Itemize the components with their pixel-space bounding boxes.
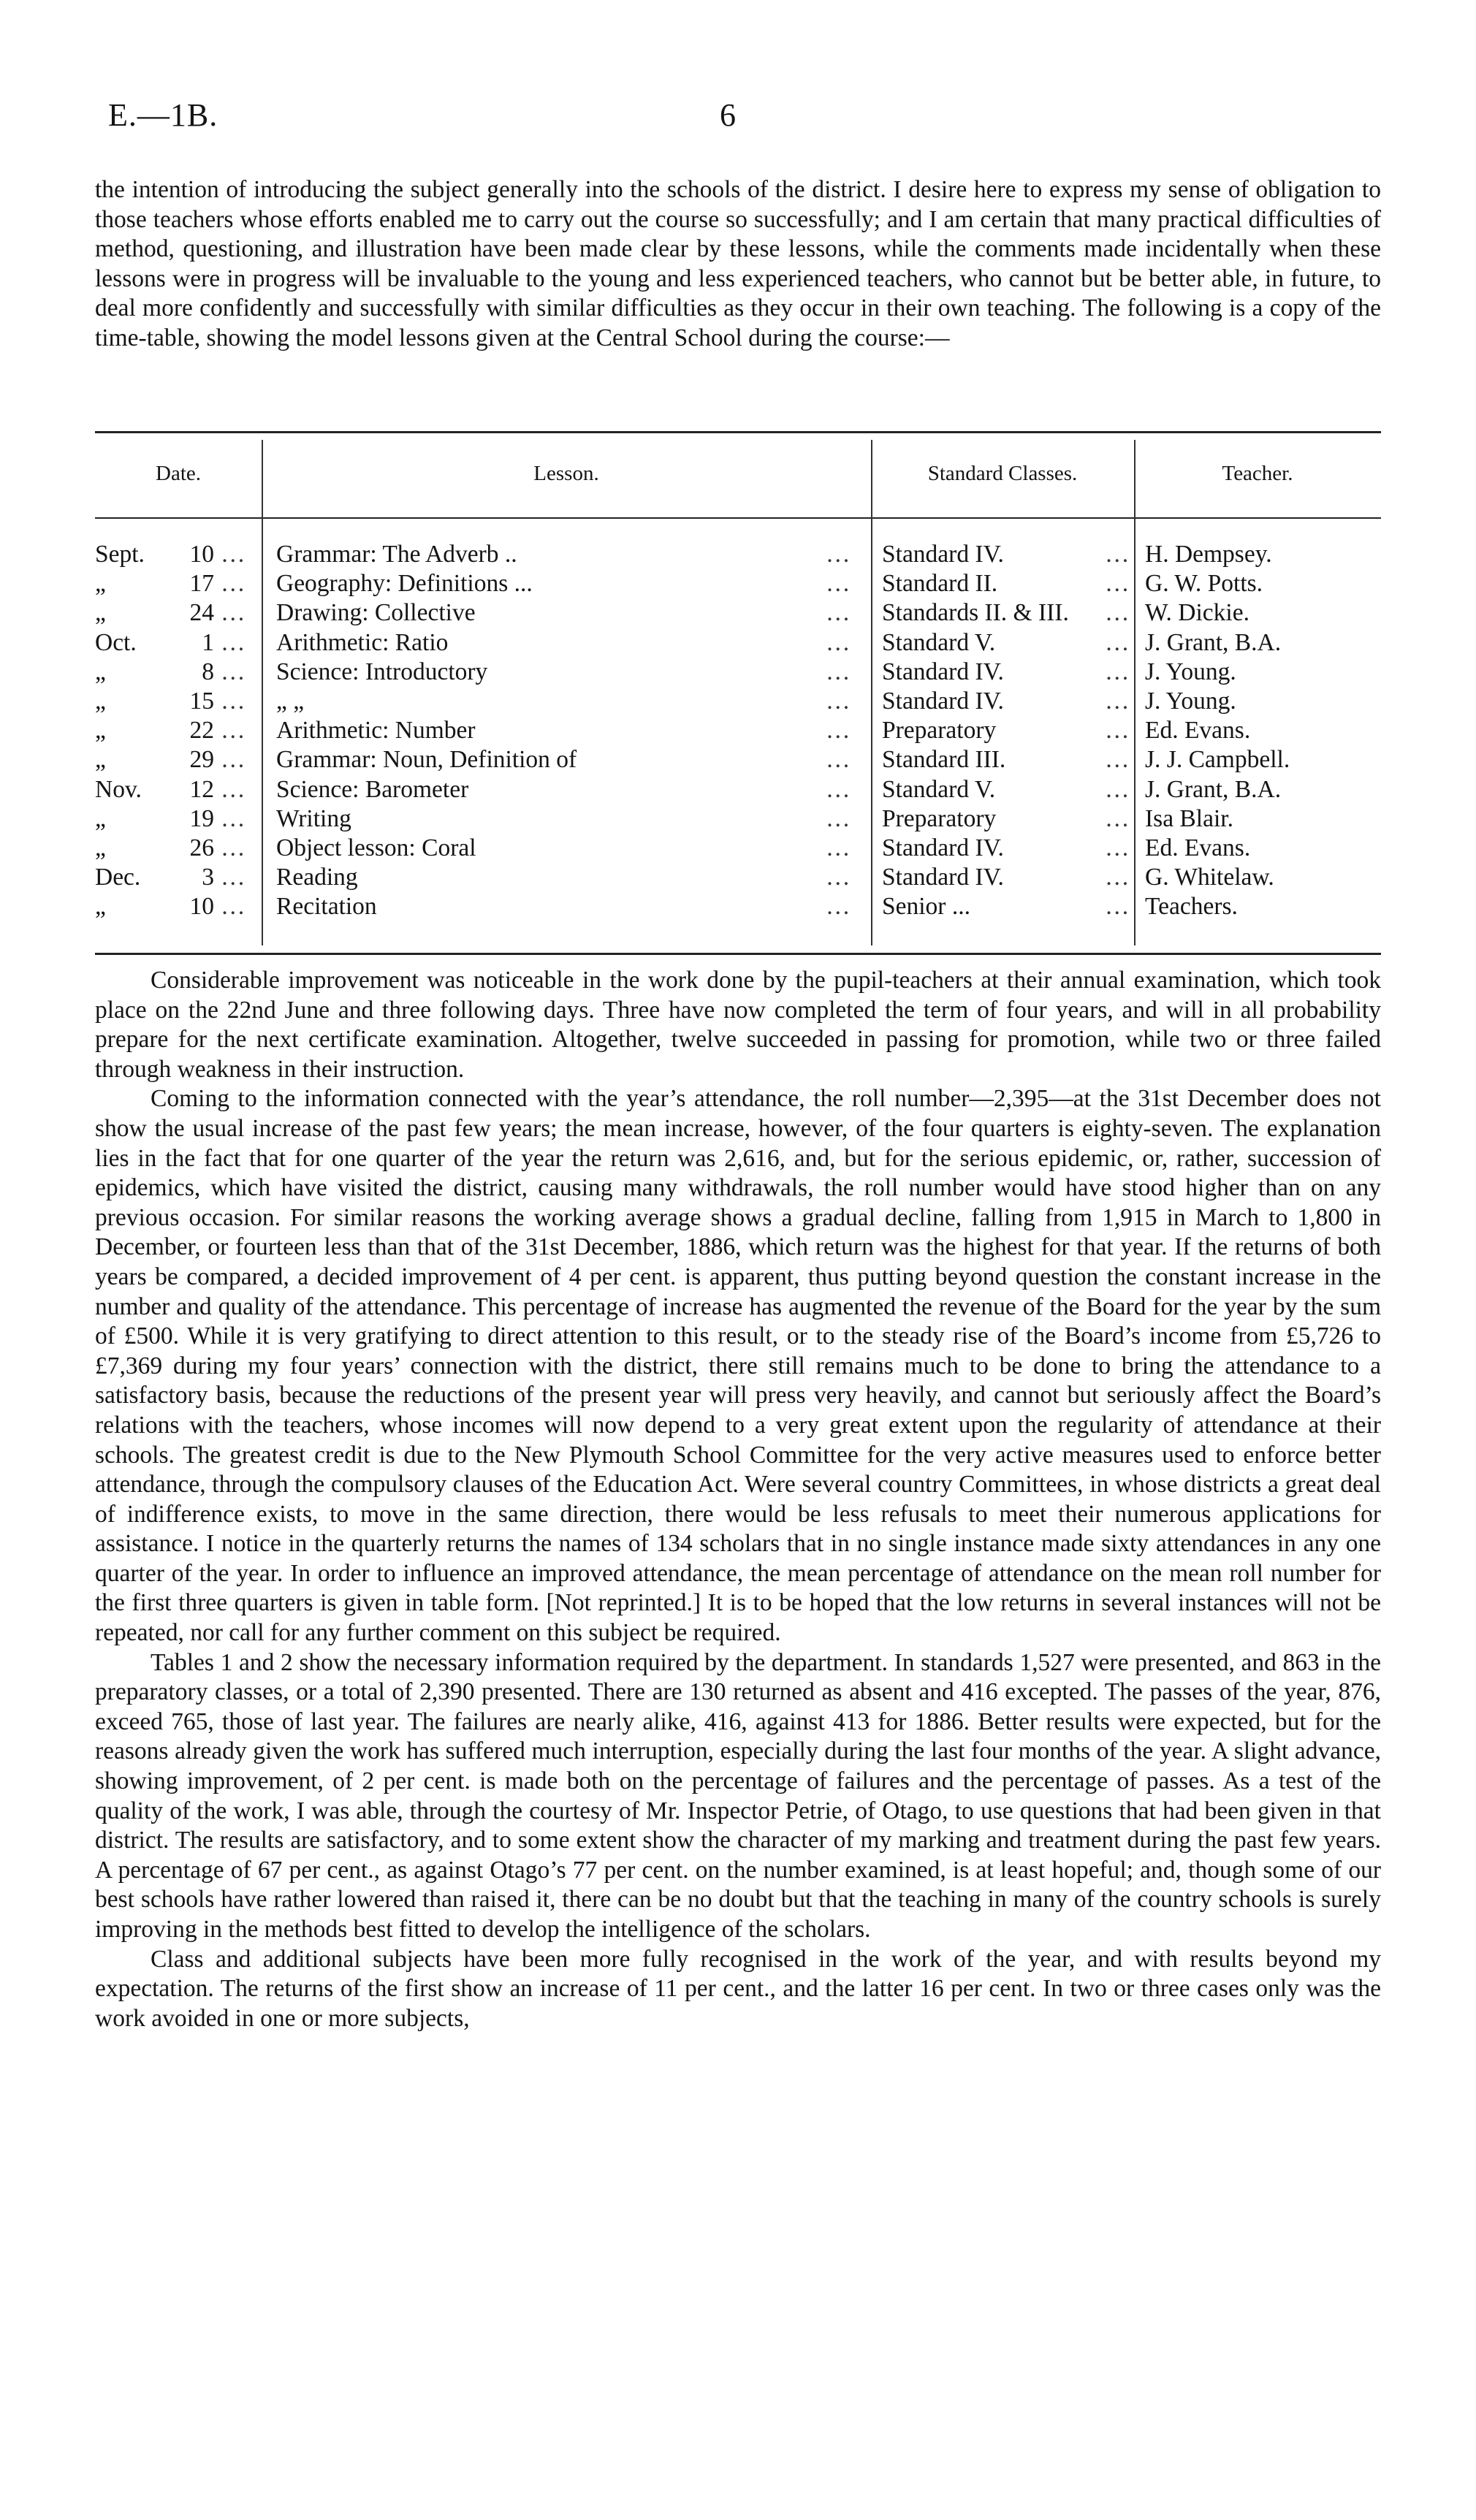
table-top-rule xyxy=(95,431,1381,433)
row-day: 29 xyxy=(189,746,214,774)
row-standard: Standard II. xyxy=(882,570,998,598)
table-bottom-rule xyxy=(95,953,1381,955)
row-teacher: J. J. Campbell. xyxy=(1145,746,1290,774)
row-lesson: Grammar: The Adverb .. xyxy=(276,541,517,568)
leader-dots: … xyxy=(1105,570,1130,598)
leader-dots: … xyxy=(1105,804,1130,832)
leader-dots: … xyxy=(826,893,851,921)
row-standard: Standard IV. xyxy=(882,864,1004,891)
row-standard: Standards II. & III. xyxy=(882,599,1069,627)
leader-dots: … xyxy=(221,717,246,745)
table-row xyxy=(95,864,1381,893)
page-number: 6 xyxy=(720,97,736,133)
row-month: Sept. xyxy=(95,541,145,568)
row-teacher: J. Grant, B.A. xyxy=(1145,775,1282,803)
row-day: 24 xyxy=(189,599,214,627)
leader-dots: … xyxy=(1105,834,1130,861)
row-lesson: Science: Barometer xyxy=(276,775,469,803)
leader-dots: … xyxy=(221,775,246,803)
row-standard: Standard IV. xyxy=(882,658,1004,685)
row-month: Nov. xyxy=(95,775,142,803)
row-day: 10 xyxy=(189,541,214,568)
row-standard: Preparatory xyxy=(882,717,997,745)
row-month: „ xyxy=(95,688,106,715)
table-row xyxy=(95,570,1381,599)
row-lesson: Writing xyxy=(276,804,351,832)
leader-dots: … xyxy=(1105,658,1130,685)
leader-dots: … xyxy=(221,658,246,685)
row-day: 8 xyxy=(202,658,214,685)
row-teacher: J. Young. xyxy=(1145,688,1236,715)
row-month: Oct. xyxy=(95,628,137,656)
row-standard: Standard V. xyxy=(882,628,996,656)
table-row xyxy=(95,776,1381,805)
row-day: 19 xyxy=(189,804,214,832)
leader-dots: … xyxy=(221,570,246,598)
leader-dots: … xyxy=(826,804,851,832)
table-row xyxy=(95,746,1381,775)
row-lesson: Arithmetic: Ratio xyxy=(276,628,449,656)
leader-dots: … xyxy=(221,541,246,568)
leader-dots: … xyxy=(826,775,851,803)
row-month: „ xyxy=(95,834,106,861)
row-standard: Preparatory xyxy=(882,804,997,832)
leader-dots: … xyxy=(826,541,851,568)
leader-dots: … xyxy=(221,834,246,861)
body-paragraphs xyxy=(95,966,1381,2033)
row-standard: Standard III. xyxy=(882,746,1006,774)
row-month: „ xyxy=(95,804,106,832)
row-lesson: Reading xyxy=(276,864,358,891)
leader-dots: … xyxy=(1105,688,1130,715)
row-standard: Standard IV. xyxy=(882,541,1004,568)
row-teacher: G. Whitelaw. xyxy=(1145,864,1274,891)
row-standard: Standard IV. xyxy=(882,688,1004,715)
intro-paragraph-block xyxy=(95,175,1381,354)
row-day: 15 xyxy=(189,688,214,715)
row-month: „ xyxy=(95,717,106,745)
leader-dots: … xyxy=(826,864,851,891)
row-day: 10 xyxy=(189,893,214,921)
paragraph-results: Tables 1 and 2 show the necessary information required by the department. In standards 1,527 were presented, and 863 in the preparatory classes, or a total of 2,390 presented. There are 130 returned as absent and 416 excepted. The passes of the year, 876, exceed 765, those of last year. The failures are nearly alike, 416, against 413 for 1886. Better results were expected, but for the reasons already given the work has suffered much interruption, especially during the last four months of the year. A slight advance, showing improvement, of 2 per cent. is made both on the percentage of failures and the percentage of passes. As a test of the quality of the work, I was able, through the courtesy of Mr. Inspector Petrie, of Otago, to use questions that had been given in that district. The results are satisfactory, and to some extent show the character of my marking and treatment during the past few years. A percentage of 67 per cent., as against Otago’s 77 per cent. on the number examined, is at least hopeful; and, though some of our best schools have rather lowered than raised it, there can be no doubt but that the teaching in many of the country schools is surely improving in the methods best fitted to develop the intelligence of the scholars. xyxy=(95,1648,1381,1943)
leader-dots: … xyxy=(221,804,246,832)
row-lesson: Drawing: Collective xyxy=(276,599,476,627)
row-month: „ xyxy=(95,570,106,598)
row-teacher: Ed. Evans. xyxy=(1145,717,1251,745)
table-row xyxy=(95,658,1381,688)
row-standard: Standard IV. xyxy=(882,834,1004,861)
leader-dots: … xyxy=(826,599,851,627)
row-day: 26 xyxy=(189,834,214,861)
row-month: „ xyxy=(95,746,106,774)
row-day: 12 xyxy=(189,775,214,803)
row-teacher: G. W. Potts. xyxy=(1145,570,1263,598)
row-teacher: J. Grant, B.A. xyxy=(1145,628,1282,656)
row-teacher: Isa Blair. xyxy=(1145,804,1233,832)
leader-dots: … xyxy=(826,570,851,598)
leader-dots: … xyxy=(1105,599,1130,627)
table-row xyxy=(95,688,1381,717)
header-lesson: Lesson. xyxy=(533,462,599,485)
row-standard: Standard V. xyxy=(882,775,996,803)
row-teacher: W. Dickie. xyxy=(1145,599,1249,627)
row-standard: Senior ... xyxy=(882,893,970,921)
row-lesson: Recitation xyxy=(276,893,377,921)
leader-dots: … xyxy=(1105,746,1130,774)
row-lesson: Object lesson: Coral xyxy=(276,834,476,861)
leader-dots: … xyxy=(826,628,851,656)
paragraph-class-subjects: Class and additional subjects have been more fully recognised in the work of the year, and with results beyond my expectation. The returns of the first show an increase of 11 per cent., and the latter 16 per cent. In two or three cases only was the work avoided in one or more subjects, xyxy=(95,1945,1381,2032)
leader-dots: … xyxy=(221,688,246,715)
paragraph-attendance: Coming to the information connected with the year’s attendance, the roll number—2,395—at the 31st December does not show the usual increase of the past few years; the mean increase, however, of the four quarters is eighty-seven. The explanation lies in the fact that for one quarter of the year the return was 2,616, and, but for the serious epidemic, or, rather, succession of epidemics, which have visited the district, causing many withdrawals, the roll number would have stood higher than on any previous occasion. For similar reasons the working average shows a gradual decline, falling from 1,915 in March to 1,800 in December, or fourteen less than that of the 31st December, 1886, which return was the highest for that year. If the returns of both years be compared, a decided improvement of 4 per cent. is apparent, thus putting beyond question the constant increase in the number and quality of the attendance. This percentage of increase has augmented the revenue of the Board for the year by the sum of £500. While it is very gratifying to direct attention to this result, or to the steady rise of the Board’s income from £5,726 to £7,369 during my four years’ connection with the district, there still remains much to be done to bring the attendance to a satisfactory basis, because the reductions of the present year will press very heavily, and cannot but seriously affect the Board’s relations with the teachers, whose incomes will now depend to a very great extent upon the regularity of attendance at their schools. The greatest credit is due to the New Plymouth School Committee for the very active measures used to enforce better attendance, through the compulsory clauses of the Education Act. Were several country Committees, in whose districts a great deal of indifference exists, to move in the same direction, there would be less refusals to meet their numerous applications for assistance. I notice in the quarterly returns the names of 134 scholars that in no single instance made sixty attendances in any one quarter of the year. In order to influence an improved attendance, the mean percentage of attendance on the mean roll number for the first three quarters is given in table form. [Not reprinted.] It is to be hoped that the low returns in several instances will not be repeated, nor call for any further comment on this subject be required. xyxy=(95,1085,1381,1647)
table-row xyxy=(95,541,1381,570)
row-lesson: Arithmetic: Number xyxy=(276,717,476,745)
table-row xyxy=(95,893,1381,922)
table-header-rule xyxy=(95,517,1381,519)
row-teacher: Teachers. xyxy=(1145,893,1238,921)
row-lesson: „ „ xyxy=(276,688,305,715)
leader-dots: … xyxy=(1105,717,1130,745)
leader-dots: … xyxy=(1105,864,1130,891)
row-teacher: Ed. Evans. xyxy=(1145,834,1251,861)
row-day: 3 xyxy=(202,864,214,891)
table-row xyxy=(95,805,1381,834)
header-standard: Standard Classes. xyxy=(927,462,1078,485)
leader-dots: … xyxy=(221,864,246,891)
leader-dots: … xyxy=(1105,541,1130,568)
leader-dots: … xyxy=(826,717,851,745)
table-row xyxy=(95,717,1381,746)
leader-dots: … xyxy=(221,893,246,921)
row-teacher: J. Young. xyxy=(1145,658,1236,685)
row-month: Dec. xyxy=(95,864,141,891)
row-teacher: H. Dempsey. xyxy=(1145,541,1272,568)
row-month: „ xyxy=(95,893,106,921)
row-day: 1 xyxy=(202,628,214,656)
row-month: „ xyxy=(95,599,106,627)
row-month: „ xyxy=(95,658,106,685)
table-row xyxy=(95,834,1381,864)
row-lesson: Geography: Definitions ... xyxy=(276,570,533,598)
table-row xyxy=(95,629,1381,658)
header-date: Date. xyxy=(156,462,201,485)
timetable xyxy=(95,431,1381,957)
row-lesson: Grammar: Noun, Definition of xyxy=(276,746,577,774)
intro-paragraph: the intention of introducing the subject generally into the schools of the district. I desire here to express my sense of obligation to those teachers whose efforts enabled me to carry out the course so successfully; and I am certain that many practical difficulties of method, questioning, and illustration have been made clear by these lessons, while the comments made incidentally when these lessons were in progress will be invaluable to the young and less experienced teachers, who cannot but be better able, in future, to deal more confidently and successfully with similar difficulties as they occur in their own teaching. The following is a copy of the time-table, showing the model lessons given at the Central School during the course:— xyxy=(95,176,1381,351)
row-day: 17 xyxy=(189,570,214,598)
header-teacher: Teacher. xyxy=(1222,462,1293,485)
row-lesson: Science: Introductory xyxy=(276,658,488,685)
leader-dots: … xyxy=(826,658,851,685)
leader-dots: … xyxy=(1105,628,1130,656)
leader-dots: … xyxy=(826,834,851,861)
leader-dots: … xyxy=(826,688,851,715)
row-day: 22 xyxy=(189,717,214,745)
table-row xyxy=(95,599,1381,628)
leader-dots: … xyxy=(221,628,246,656)
report-reference: E.—1B. xyxy=(108,97,218,133)
leader-dots: … xyxy=(1105,893,1130,921)
leader-dots: … xyxy=(221,599,246,627)
paragraph-pupil-teachers: Considerable improvement was noticeable in the work done by the pupil-teachers at their annual examination, which took place on the 22nd June and three following days. Three have now completed the term of four years, and will in all probability prepare for the next certificate examination. Altogether, twelve succeeded in passing for promotion, while two or three failed through weakness in their instruction. xyxy=(95,967,1381,1083)
leader-dots: … xyxy=(1105,775,1130,803)
leader-dots: … xyxy=(826,746,851,774)
leader-dots: … xyxy=(221,746,246,774)
